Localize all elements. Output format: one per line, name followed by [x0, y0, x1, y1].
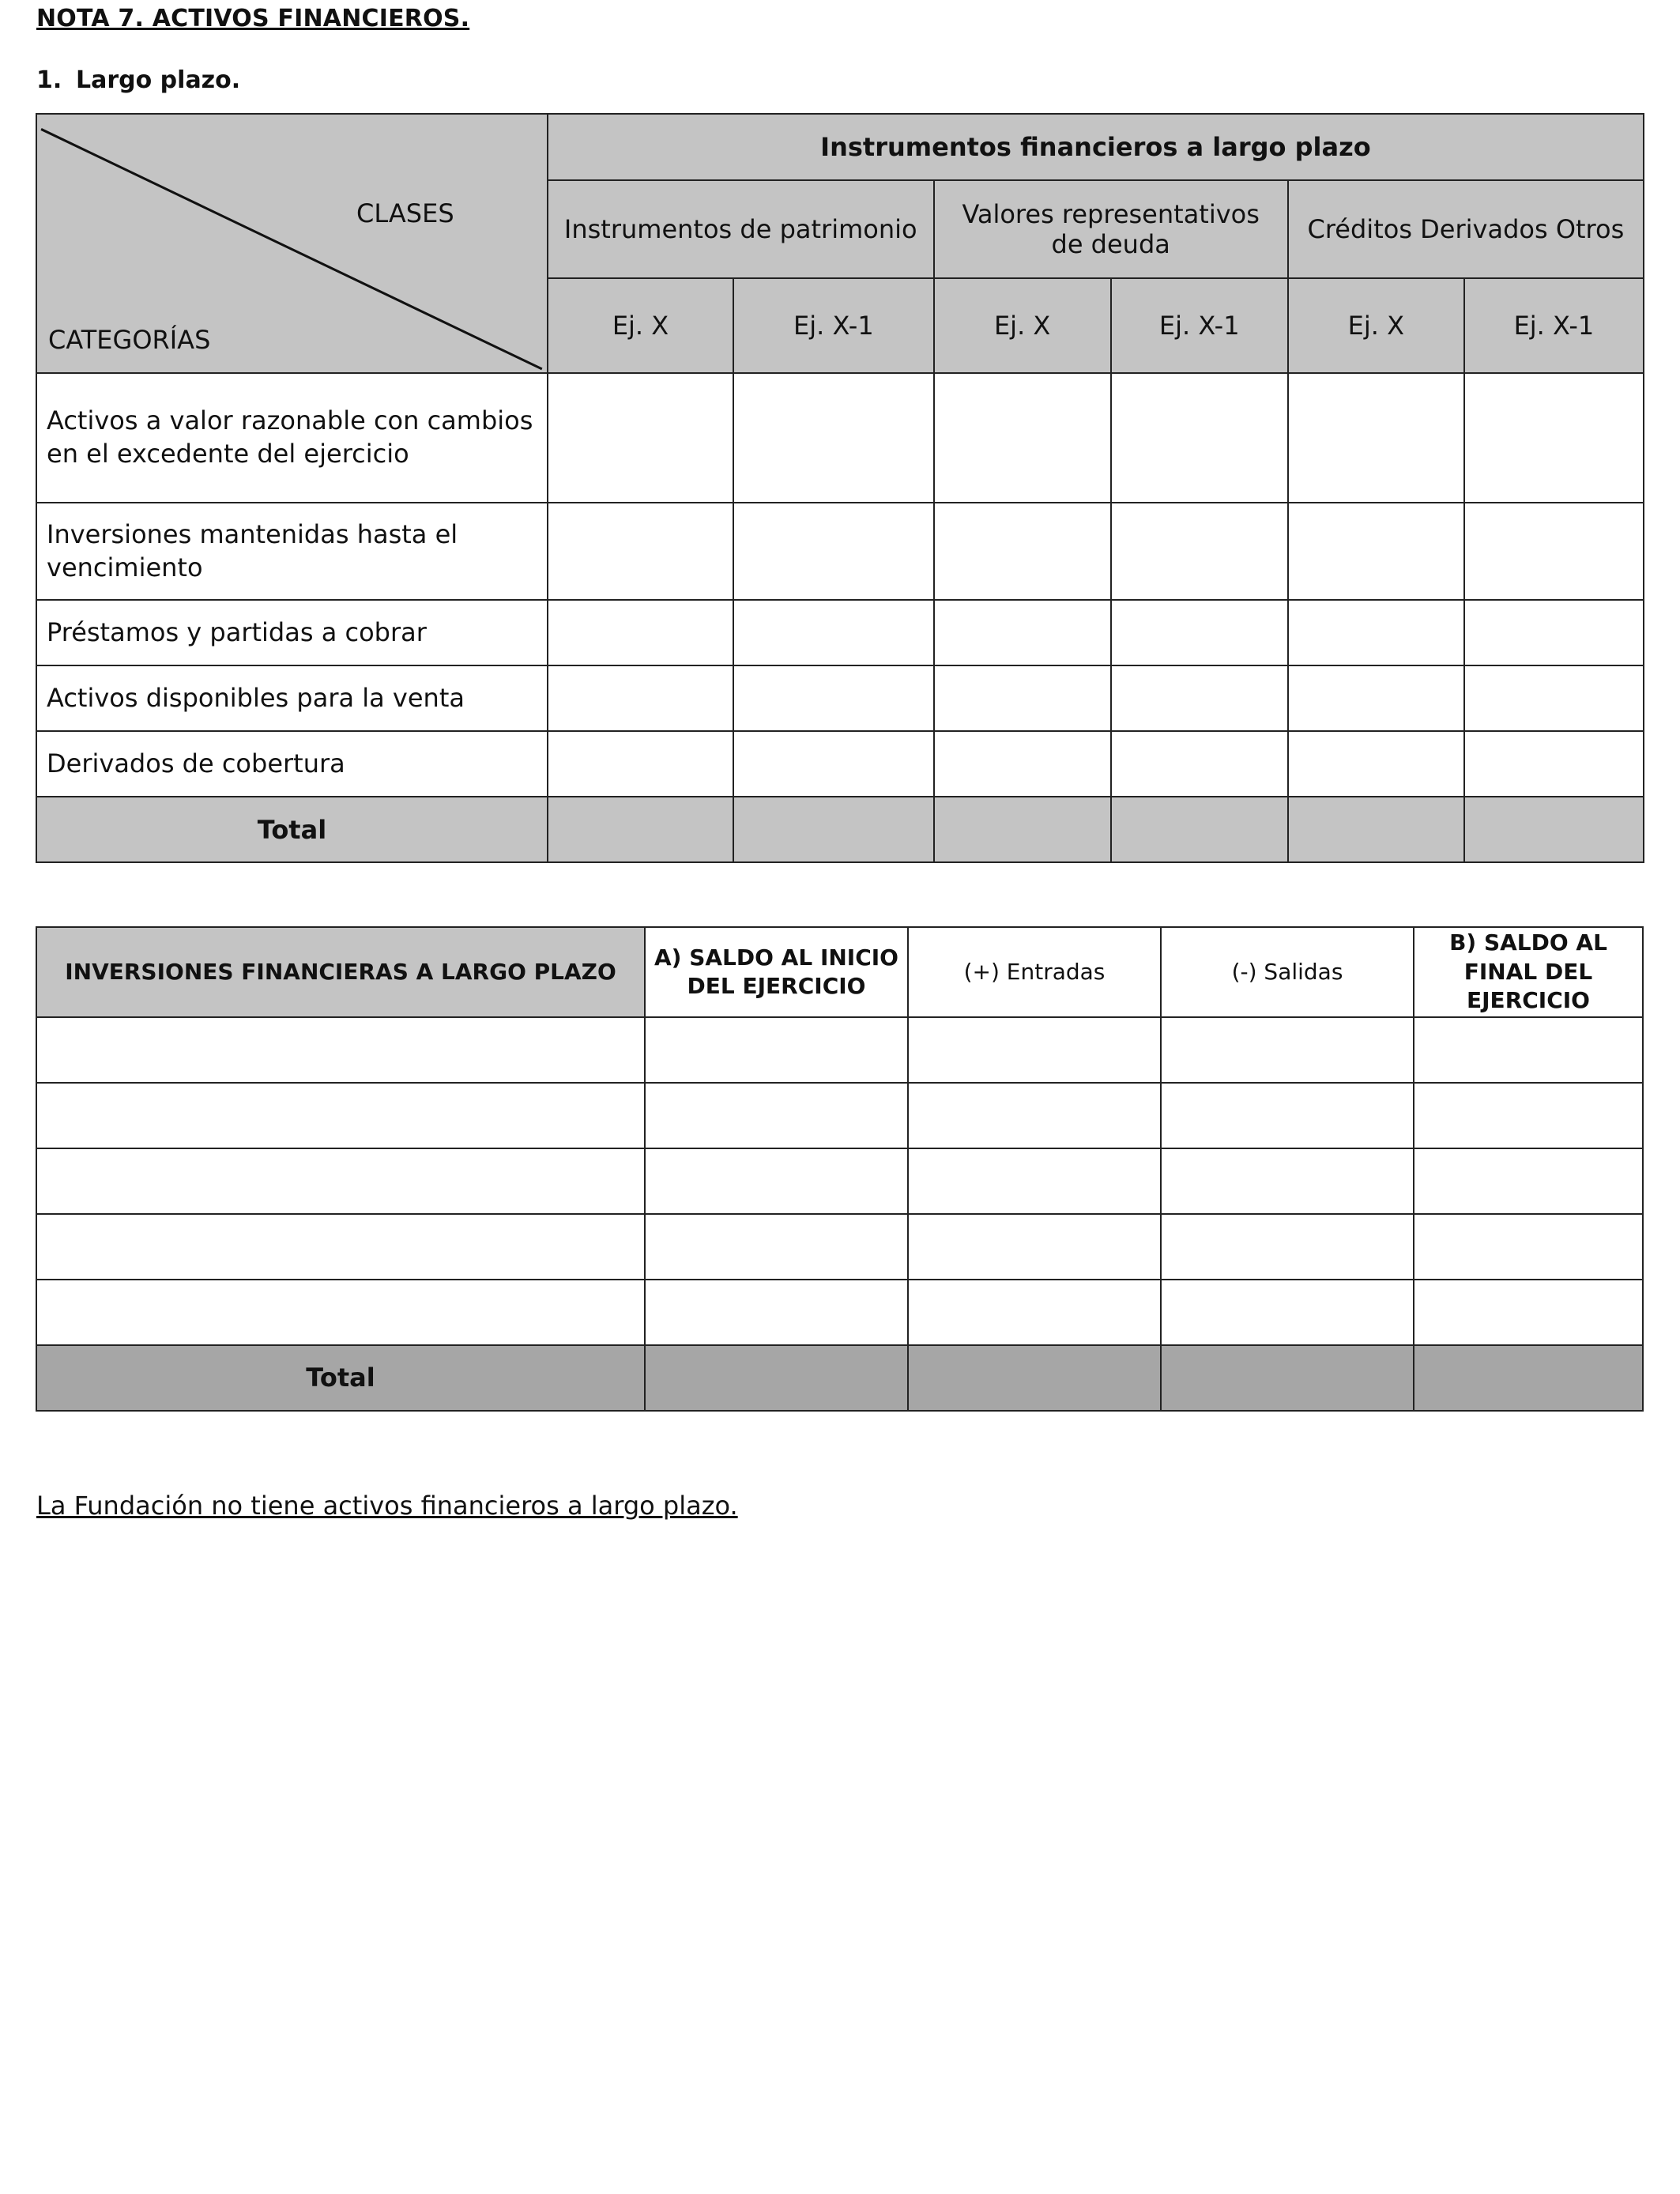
- table-cell: [908, 1083, 1161, 1148]
- total-cell: [1288, 797, 1464, 862]
- value-cell: [1111, 665, 1288, 731]
- value-cell: [1464, 600, 1644, 665]
- value-cell: [548, 503, 733, 600]
- value-cell: [733, 600, 933, 665]
- period-header: Ej. X: [1288, 278, 1464, 373]
- table-cell: [36, 1280, 645, 1345]
- table-row: [36, 665, 1644, 731]
- value-cell: [1288, 373, 1464, 503]
- period-header: Ej. X-1: [1111, 278, 1288, 373]
- category-label: Inversiones mantenidas hasta el vencimiento: [36, 503, 548, 600]
- value-cell: [1288, 600, 1464, 665]
- table-cell: [1161, 1214, 1414, 1280]
- table-row: [36, 503, 1644, 600]
- value-cell: [733, 503, 933, 600]
- period-header: Ej. X-1: [733, 278, 933, 373]
- corner-label-categorias: CATEGORÍAS: [48, 325, 211, 355]
- table-cell: [1414, 1148, 1643, 1214]
- table-row: [36, 1017, 1643, 1083]
- value-cell: [1464, 665, 1644, 731]
- group-header: Instrumentos financieros a largo plazo: [548, 114, 1644, 180]
- total-label: Total: [36, 1345, 645, 1411]
- total-row: [36, 1345, 1643, 1411]
- column-header: (-) Salidas: [1161, 927, 1414, 1017]
- period-header: Ej. X-1: [1464, 278, 1644, 373]
- class-header: Créditos Derivados Otros: [1288, 180, 1644, 278]
- total-cell: [1111, 797, 1288, 862]
- value-cell: [733, 373, 933, 503]
- value-cell: [1288, 665, 1464, 731]
- table-cell: [645, 1148, 908, 1214]
- value-cell: [934, 503, 1111, 600]
- table-cell: [1161, 1083, 1414, 1148]
- value-cell: [934, 600, 1111, 665]
- financial-instruments-table: [36, 113, 1644, 863]
- table-row: [36, 1083, 1643, 1148]
- table-cell: [36, 1017, 645, 1083]
- value-cell: [1288, 503, 1464, 600]
- value-cell: [934, 665, 1111, 731]
- table-cell: [36, 1148, 645, 1214]
- table-cell: [1414, 1017, 1643, 1083]
- value-cell: [1111, 503, 1288, 600]
- table-cell: [1414, 1214, 1643, 1280]
- total-cell: [733, 797, 933, 862]
- table-cell: [645, 1214, 908, 1280]
- value-cell: [548, 600, 733, 665]
- table-row: [36, 1214, 1643, 1280]
- total-label: Total: [36, 797, 548, 862]
- table-cell: [908, 1148, 1161, 1214]
- value-cell: [548, 373, 733, 503]
- total-cell: [1414, 1345, 1643, 1411]
- class-header: Instrumentos de patrimonio: [548, 180, 934, 278]
- table-cell: [1414, 1083, 1643, 1148]
- table-cell: [36, 1214, 645, 1280]
- table-cell: [645, 1017, 908, 1083]
- table-row: [36, 373, 1644, 503]
- section-heading: [36, 66, 240, 94]
- category-label: Activos a valor razonable con cambios en el excedente del ejercicio: [36, 373, 548, 503]
- value-cell: [1464, 731, 1644, 797]
- value-cell: [548, 731, 733, 797]
- table-cell: [908, 1214, 1161, 1280]
- table-cell: [645, 1083, 908, 1148]
- table-row: [36, 731, 1644, 797]
- period-header: Ej. X: [548, 278, 733, 373]
- value-cell: [1111, 731, 1288, 797]
- value-cell: [548, 665, 733, 731]
- total-cell: [1464, 797, 1644, 862]
- column-header: A) SALDO AL INICIO DEL EJERCICIO: [645, 927, 908, 1017]
- total-cell: [908, 1345, 1161, 1411]
- table-cell: [1161, 1148, 1414, 1214]
- column-header: B) SALDO AL FINAL DEL EJERCICIO: [1414, 927, 1643, 1017]
- total-cell: [645, 1345, 908, 1411]
- table-row: [36, 1148, 1643, 1214]
- category-label: Activos disponibles para la venta: [36, 665, 548, 731]
- total-cell: [548, 797, 733, 862]
- table-cell: [908, 1017, 1161, 1083]
- table-cell: [645, 1280, 908, 1345]
- table-row: [36, 600, 1644, 665]
- column-header: (+) Entradas: [908, 927, 1161, 1017]
- table-row: [36, 1280, 1643, 1345]
- corner-header-cell: [36, 114, 548, 373]
- value-cell: [934, 731, 1111, 797]
- category-label: Préstamos y partidas a cobrar: [36, 600, 548, 665]
- section-label: Largo plazo.: [76, 66, 241, 94]
- table-cell: [36, 1083, 645, 1148]
- table-cell: [908, 1280, 1161, 1345]
- total-cell: [934, 797, 1111, 862]
- value-cell: [1464, 373, 1644, 503]
- total-cell: [1161, 1345, 1414, 1411]
- value-cell: [1288, 731, 1464, 797]
- page-title: NOTA 7. ACTIVOS FINANCIEROS.: [36, 5, 470, 32]
- corner-label-clases: CLASES: [356, 198, 454, 228]
- class-header: Valores representativos de deuda: [934, 180, 1288, 278]
- value-cell: [733, 665, 933, 731]
- total-row: [36, 797, 1644, 862]
- period-header: Ej. X: [934, 278, 1111, 373]
- value-cell: [1464, 503, 1644, 600]
- table-cell: [1161, 1017, 1414, 1083]
- section-number: 1.: [36, 66, 62, 94]
- column-header: INVERSIONES FINANCIERAS A LARGO PLAZO: [36, 927, 645, 1017]
- value-cell: [1111, 600, 1288, 665]
- category-label: Derivados de cobertura: [36, 731, 548, 797]
- value-cell: [1111, 373, 1288, 503]
- value-cell: [934, 373, 1111, 503]
- long-term-investments-table: [36, 926, 1644, 1412]
- value-cell: [733, 731, 933, 797]
- table-cell: [1161, 1280, 1414, 1345]
- footnote: La Fundación no tiene activos financieros a largo plazo.: [36, 1491, 738, 1521]
- table-cell: [1414, 1280, 1643, 1345]
